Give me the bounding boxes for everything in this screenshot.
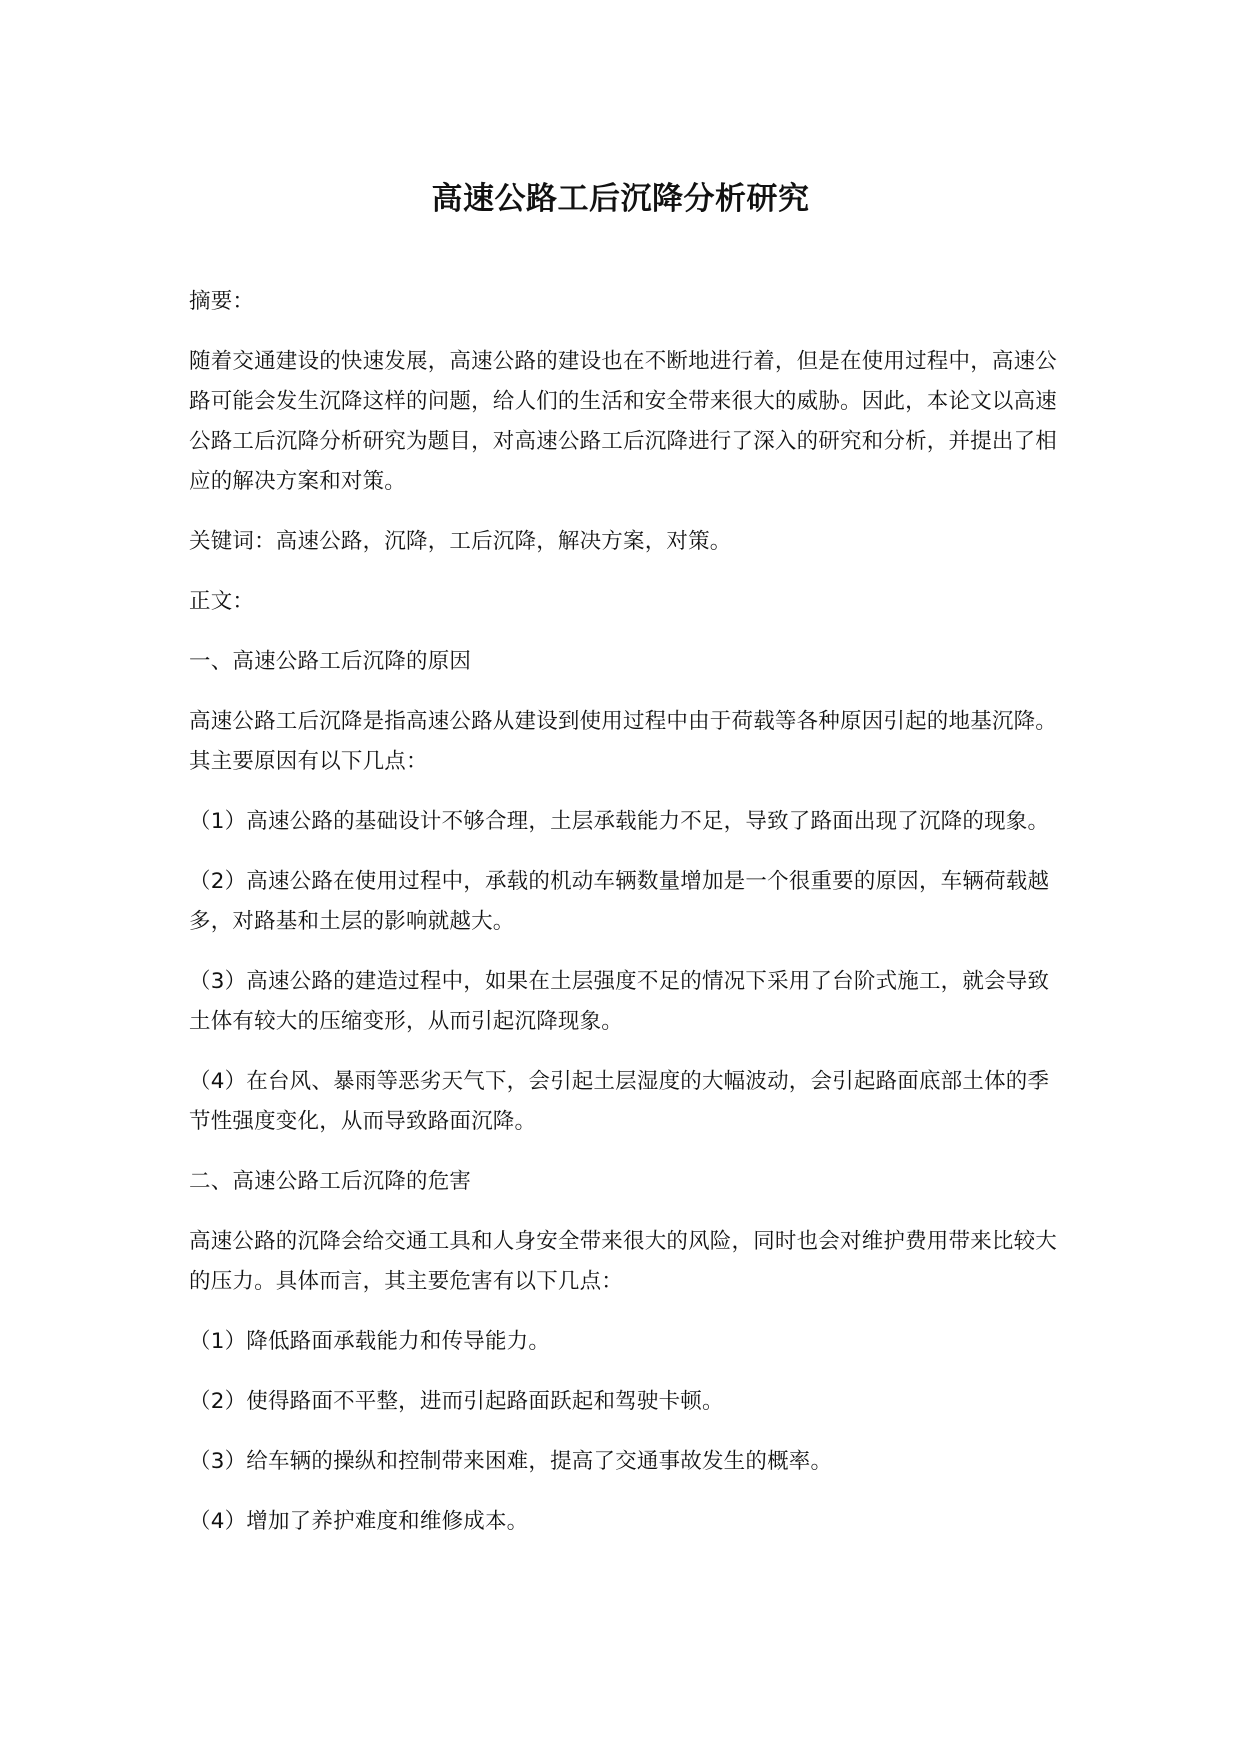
section-1-item-4: （4）在台风、暴雨等恶劣天气下，会引起土层湿度的大幅波动，会引起路面底部土体的季节性强度变化，从而导致路面沉降。 — [189, 1069, 1050, 1134]
document-title: 高速公路工后沉降分析研究 — [431, 181, 810, 217]
document-body — [189, 282, 1061, 1562]
section-2-item-3: （3）给车辆的操纵和控制带来困难，提高了交通事故发生的概率。 — [189, 1449, 833, 1474]
section-2-item-2: （2）使得路面不平整，进而引起路面跃起和驾驶卡顿。 — [189, 1389, 724, 1414]
section-heading-1: 一、高速公路工后沉降的原因 — [189, 649, 472, 674]
section-1-item-3: （3）高速公路的建造过程中，如果在土层强度不足的情况下采用了台阶式施工，就会导致土体有较大的压缩变形，从而引起沉降现象。 — [189, 969, 1050, 1034]
section-2-item-4: （4）增加了养护难度和维修成本。 — [189, 1509, 529, 1534]
body-heading: 正文： — [189, 589, 255, 614]
section-2-intro: 高速公路的沉降会给交通工具和人身安全带来很大的风险，同时也会对维护费用带来比较大的压力。具体而言，其主要危害有以下几点： — [189, 1229, 1058, 1294]
section-2-item-1: （1）降低路面承载能力和传导能力。 — [189, 1329, 551, 1354]
section-1-item-2: （2）高速公路在使用过程中，承载的机动车辆数量增加是一个很重要的原因，车辆荷载越多，对路基和土层的影响就越大。 — [189, 869, 1050, 934]
section-heading-2: 二、高速公路工后沉降的危害 — [189, 1169, 472, 1194]
keywords: 关键词：高速公路，沉降，工后沉降，解决方案，对策。 — [189, 529, 732, 554]
abstract-heading: 摘要： — [189, 289, 255, 314]
abstract-text: 随着交通建设的快速发展，高速公路的建设也在不断地进行着，但是在使用过程中，高速公路可能会发生沉降这样的问题，给人们的生活和安全带来很大的威胁。因此，本论文以高速公路工后沉降分析研究为题目，对高速公路工后沉降进行了深入的研究和分析，并提出了相应的解决方案和对策。 — [189, 349, 1058, 494]
section-1-intro: 高速公路工后沉降是指高速公路从建设到使用过程中由于荷载等各种原因引起的地基沉降。其主要原因有以下几点： — [189, 709, 1058, 774]
section-1-item-1: （1）高速公路的基础设计不够合理，土层承载能力不足，导致了路面出现了沉降的现象。 — [189, 809, 1050, 834]
